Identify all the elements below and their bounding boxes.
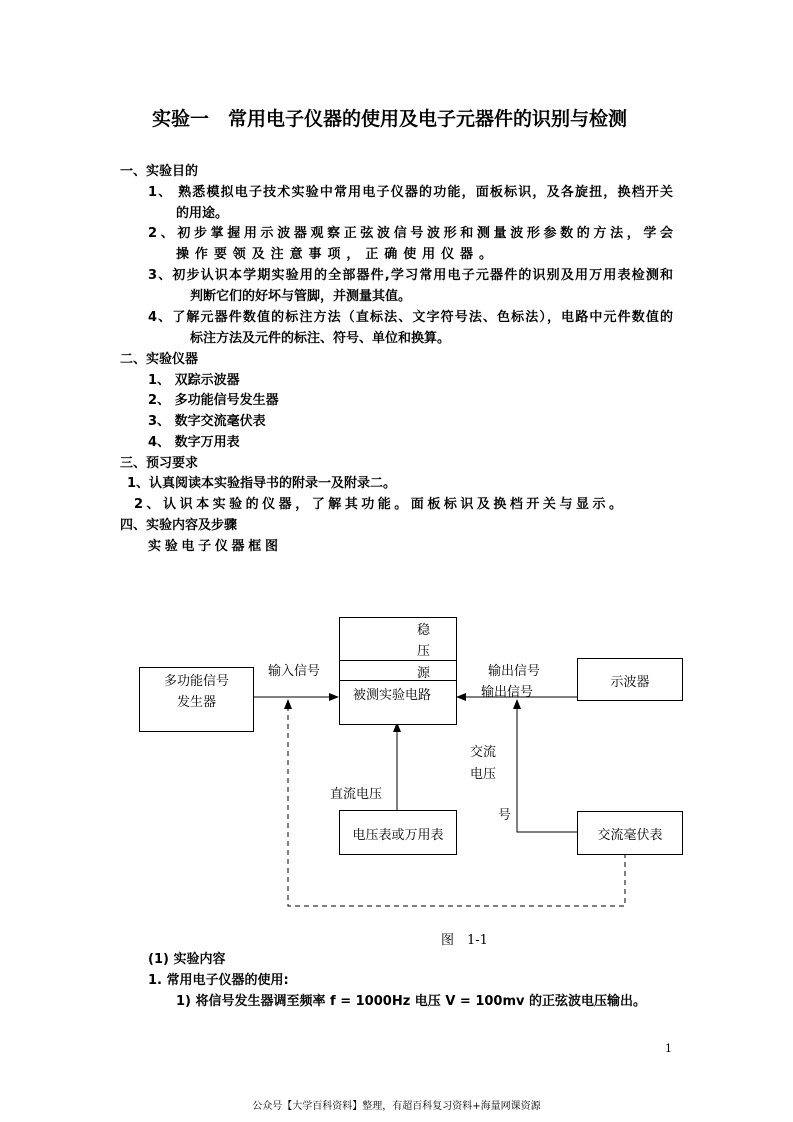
instrument-item-1: 1、 双踪示波器 [148,373,240,388]
purpose-item-2-line1: 2、初步掌握用示波器观察正弦波信号波形和测量波形参数的方法，学会 [148,226,673,241]
label-ac-2: 电压 [470,767,497,782]
label-ac-1: 交流 [470,745,497,760]
signal-generator-label-1: 多功能信号 [163,674,229,689]
purpose-item-2-line2: 操作要领及注意事项，正确使用仪器。 [176,247,492,262]
step-heading-2: 1. 常用电子仪器的使用: [148,973,289,988]
signal-generator-label-2: 发生器 [176,695,216,710]
section-heading-preview: 三、预习要求 [120,456,199,471]
label-output-signal-1: 输出信号 [488,664,541,679]
section-heading-purpose: 一、实验目的 [120,164,199,179]
step-item-1: 1) 将信号发生器调至频率 f = 1000Hz 电压 V = 100mv 的正弦波电压输出。 [176,994,647,1009]
purpose-item-4-line1: 4、了解元器件数值的标注方法（直标法、文字符号法、色标法），电路中元件数值的 [148,310,673,325]
step-heading-1: (1) 实验内容 [148,952,226,967]
circuit-block [339,617,457,725]
instrument-item-4: 4、 数字万用表 [148,435,240,450]
preview-item-1: 1、认真阅读本实验指导书的附录一及附录二。 [127,476,397,491]
label-input-signal: 输入信号 [268,664,321,679]
label-dc-voltage: 直流电压 [330,787,383,802]
figure-caption: 图 1-1 [441,933,488,948]
purpose-item-4-line2: 标注方法及元件的标注、符号、单位和换算。 [190,331,451,346]
instrument-item-3: 3、 数字交流毫伏表 [148,414,266,429]
purpose-item-1-line1: 1、 熟悉模拟电子技术实验中常用电子仪器的功能，面板标识，及各旋扭，换档开关 [148,185,673,200]
power-supply-char-1: 稳 [417,623,431,638]
power-supply-char-2: 压 [417,644,431,659]
page-title: 实验一 常用电子仪器的使用及电子元器件的识别与检测 [152,108,628,130]
page-number: 1 [665,1042,672,1055]
footer-note: 公众号【大学百科资料】整理，有超百科复习资料+海量网课资源 [252,1101,541,1112]
purpose-item-3-line2: 判断它们的好坏与管脚，并测量其值。 [190,289,412,304]
preview-item-2: 2、认识本实验的仪器，了解其功能。面板标识及换档开关与显示。 [134,497,622,512]
section-heading-instruments: 二、实验仪器 [120,352,199,367]
circuit-label: 被测实验电路 [353,688,432,703]
voltmeter-label: 电压表或万用表 [352,828,444,843]
section-heading-content: 四、实验内容及步骤 [120,518,238,533]
label-hao: 号 [498,808,512,823]
label-output-signal-2: 输出信号 [481,685,534,700]
power-supply-char-3: 源 [417,666,431,681]
purpose-item-3-line1: 3、初步认识本学期实验用的全部器件,学习常用电子元器件的识别及用万用表检测和 [148,268,673,283]
ac-millivoltmeter-label: 交流毫伏表 [597,828,663,843]
diagram-subheading: 实验电子仪器框图 [148,539,278,554]
instrument-item-2: 2、 多功能信号发生器 [148,393,279,408]
oscilloscope-label: 示波器 [610,675,650,690]
purpose-item-1-line2: 的用途。 [176,206,229,221]
